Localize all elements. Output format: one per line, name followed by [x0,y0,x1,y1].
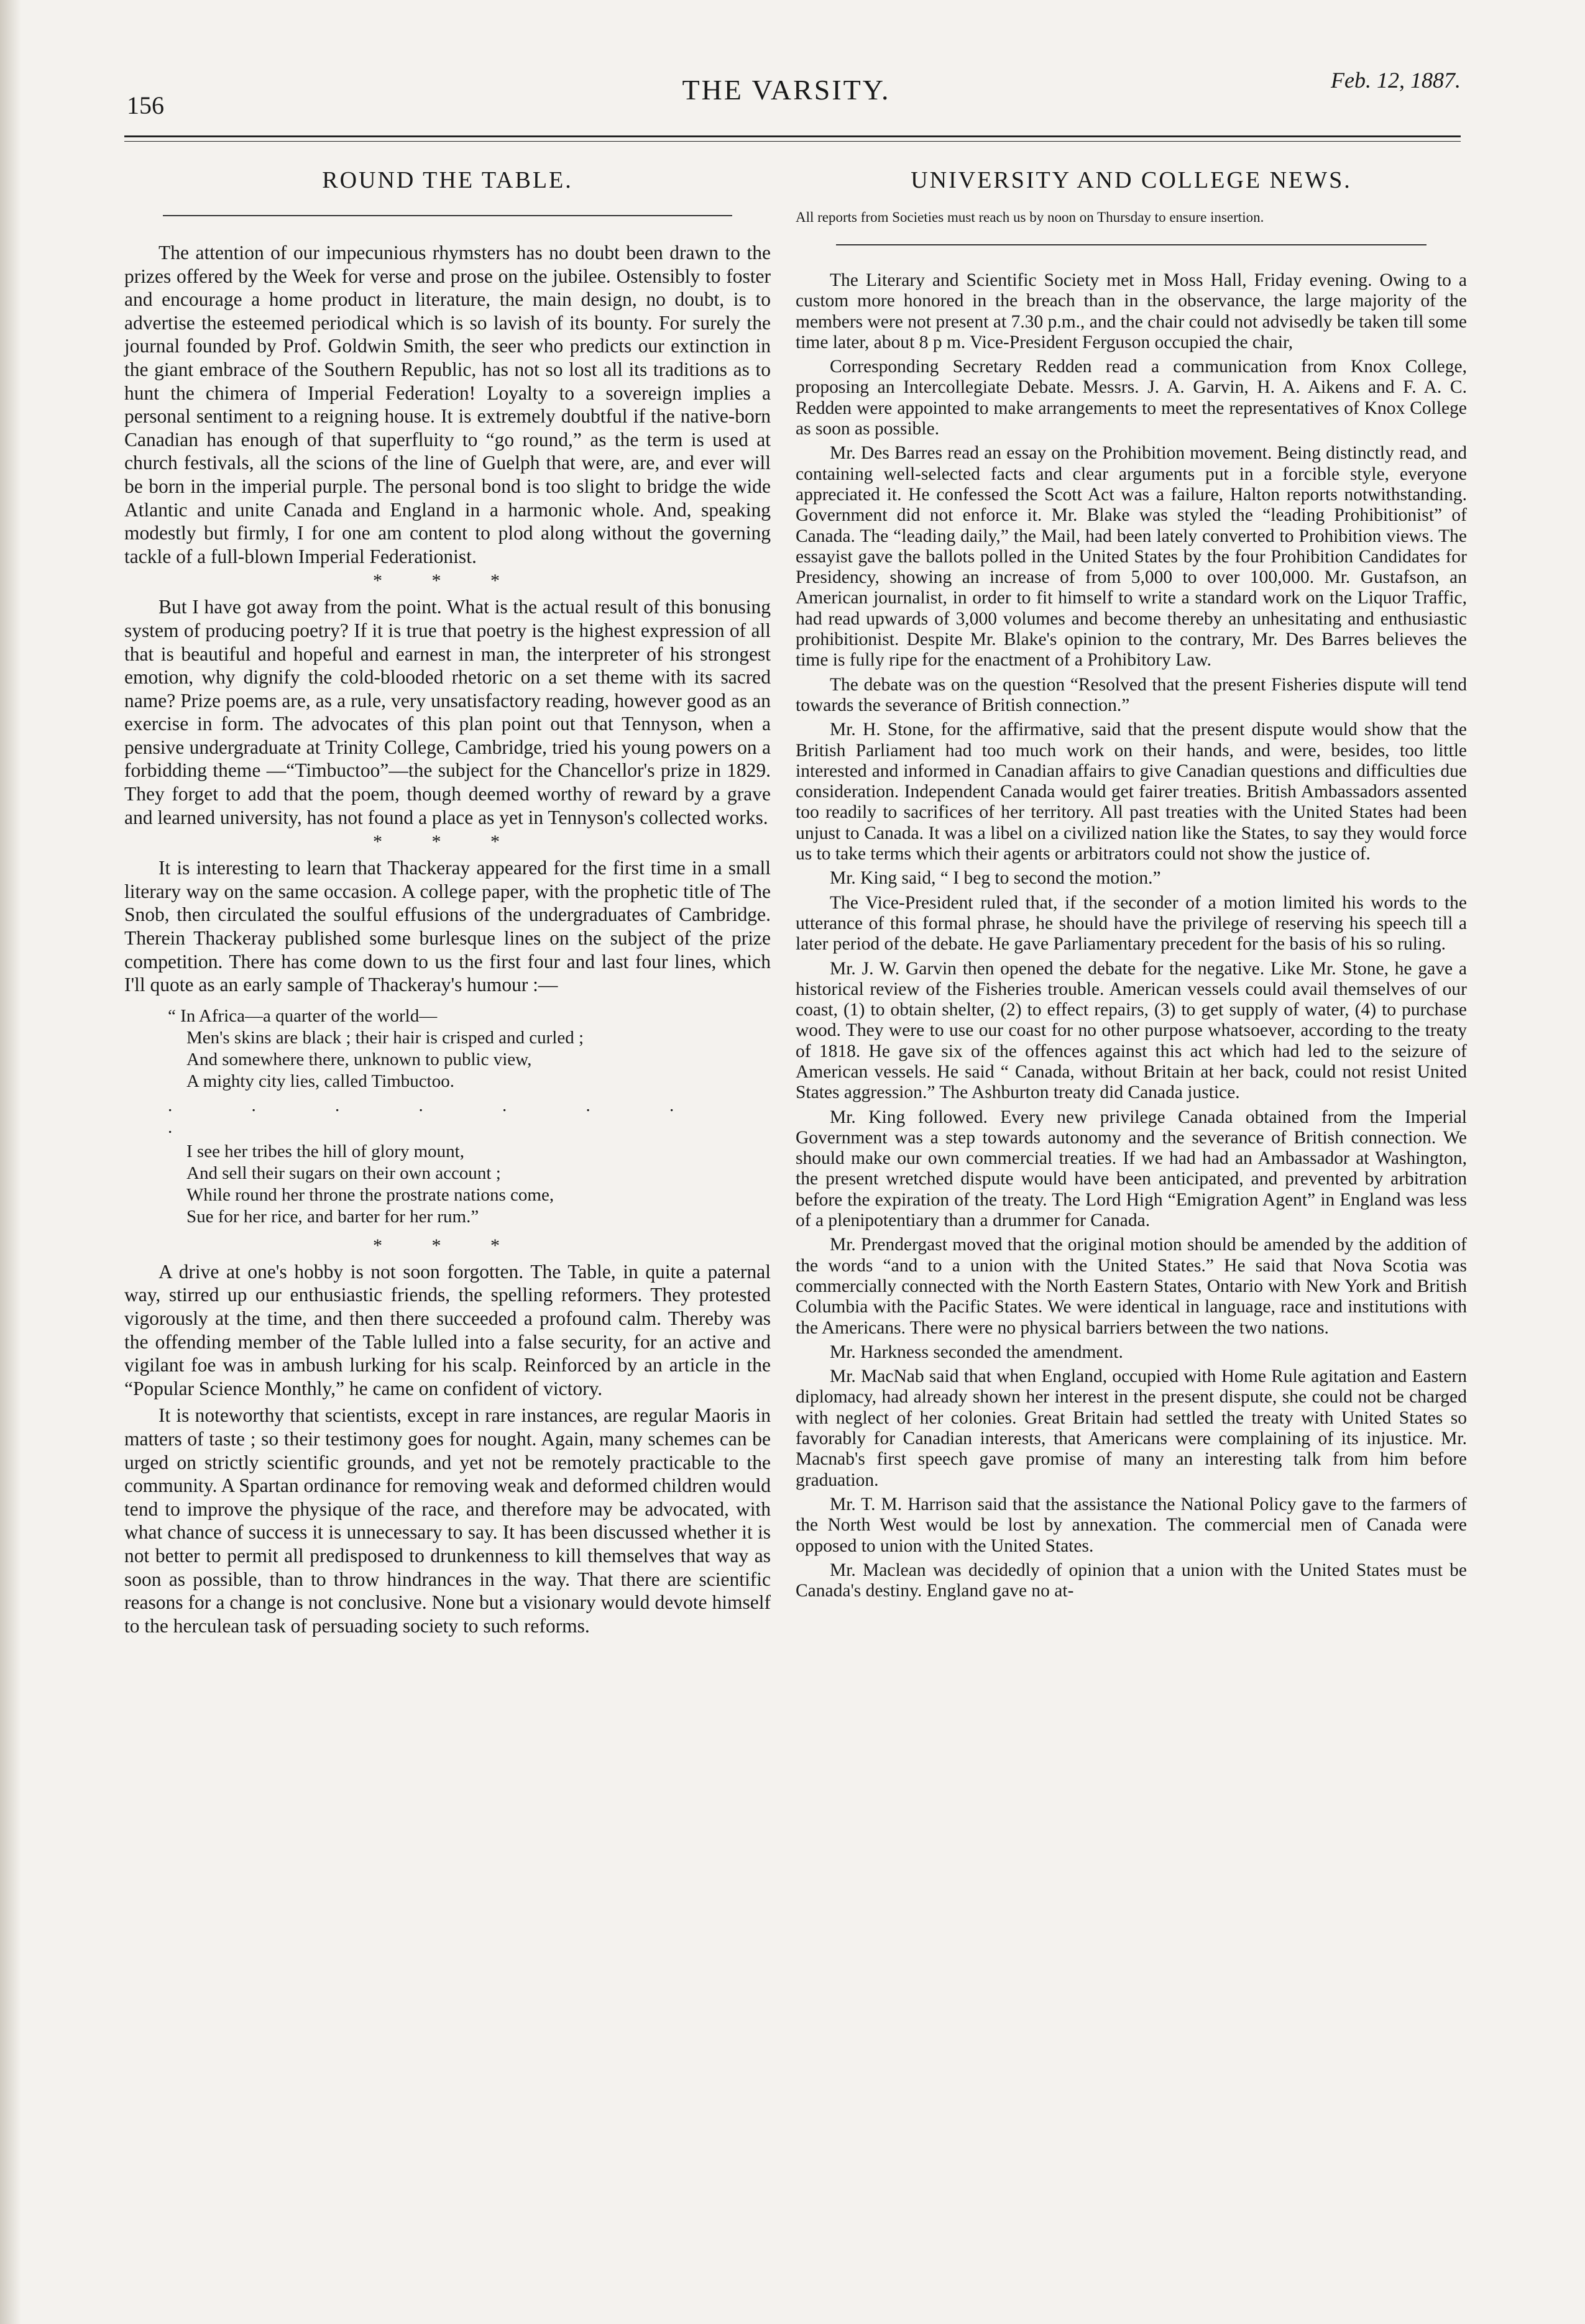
paragraph: Mr. T. M. Harrison said that the assistance the National Policy gave to the farmers of the North West would be lost by annexation. The commercial men of Canada were opposed to union with the United States. [796,1494,1467,1556]
issue-date: Feb. 12, 1887. [1331,68,1461,93]
column-heading: ROUND THE TABLE. [322,167,573,193]
section-stars: * * * [373,570,522,592]
paragraph: Mr. Harkness seconded the amendment. [830,1342,1123,1362]
page-edge-shadow [0,0,21,2324]
page-number: 156 [127,91,164,119]
paragraph: The Vice-President ruled that, if the seconder of a motion limited his words to the utterance of this formal phrase, he should have the privilege of reserving his speech till a later period of the debate. He gave Parliamentary precedent for the basis of his so ruling. [796,892,1467,954]
section-stars: * * * [373,831,522,853]
masthead [112,67,1461,117]
article-body [796,270,1467,1601]
paragraph: The debate was on the question “Resolved that the present Fisheries dispute will tend towards the severance of British connection.” [796,674,1467,715]
paragraph: But I have got away from the point. What is the actual result of this bonusing system of producing poetry? If it is true that poetry is the highest expression of all that is beautiful and hopeful and earnest in man, the interpreter of his strongest emotion, why dignify the cold-blooded rhetoric on a set theme with its sacred name? Prize poems are, as a rule, very unsatisfactory reading, however good as an exercise in form. The advocates of this plan point out that Tennyson, when a pensive undergraduate at Trinity College, Cambridge, tried his young powers on a forbidding theme —“Timbuctoo”—the subject for the Chancellor's prize in 1829. They forget to add that the poem, though deemed worthy of reward by a grave and learned university, has not found a place as yet in Tennyson's collected works. [124,596,771,828]
paragraph: Mr. King said, “ I beg to second the motion.” [830,868,1161,889]
submission-notice: All reports from Societies must reach us by noon on Thursday to ensure insertion. [796,209,1264,225]
heading-rule [836,244,1426,245]
paragraph: Mr. Prendergast moved that the original motion should be amended by the addition of the words “and to a union with the United States.” He said that Nova Scotia was commercially connected with the North Eastern States, Ontario with New York and British Columbia with the Pacific States. We were identical in language, race and institutions with the Americans. There were no physical barriers between the two nations. [796,1235,1467,1338]
column-heading: UNIVERSITY AND COLLEGE NEWS. [911,167,1352,193]
poem-line: I see her tribes the hill of glory mount, [186,1141,464,1161]
paragraph: Mr. H. Stone, for the affirmative, said that the present dispute would show that the British Parliament had too much work on their hands, and were, besides, too little interested and informed in Canadian affairs to give Canadian questions and difficulties due consideration. Independent Canada would get fairer treaties. British Ambassadors assented too readily to sacrifices of her territory. All past treaties with the United States had been unjust to Canada. It was a libel on a civilized nation like the States, to say they would force us to take terms which their agents or arbitrators could not show the justice of. [796,720,1467,864]
poem-line: Sue for her rice, and barter for her rum.” [186,1206,479,1227]
paragraph: Mr. Maclean was decidedly of opinion that a union with the United States must be Canada's destiny. England gave no at- [796,1560,1467,1601]
paragraph: It is noteworthy that scientists, except in rare instances, are regular Maoris in matters of taste ; so their testimony goes for nought. Again, many schemes can be urged on strictly scientific grounds, and yet not be remotely practicable to the community. A Spartan ordinance for removing weak and deformed children would tend to improve the physique of the race, and therefore may be advocated, with what chance of success it is unnecessary to say. It has been discussed whether it is not better to permit all predisposed to drunkenness to kill themselves that way as soon as possible, than to throw hindrances in the way. That there are scientific reasons for a change is not conclusive. None but a visionary would devote himself to the herculean task of persuading society to such reforms. [124,1404,771,1637]
paragraph: The attention of our impecunious rhymsters has no doubt been drawn to the prizes offered by the Week for verse and prose on the jubilee. Ostensibly to foster and encourage a home product in literature, the main design, no doubt, is to advertise the esteemed periodical which is so lavish of its bounty. For surely the journal founded by Prof. Goldwin Smith, the seer who predicts our extinction in the giant embrace of the Southern Republic, has not so lost all its traditions as to hunt the chimera of Imperial Federation! Loyalty to a sovereign implies a personal sentiment to a reigning house. It is extremely doubtful if the native-born Canadian has enough of that superfluity to “go round,” as the term is used at church festivals, all the scions of the line of Guelph that were, are, and ever will be born in the imperial purple. The personal bond is too slight to bridge the wide Atlantic and unite Canada and England in a harmonic whole. And, speaking modestly but firmly, I for one am content to plod along without the governing tackle of a full-blown Imperial Federationist. [124,242,771,567]
poem-ellipsis: . . . . . . . . [168,1095,712,1137]
poem-line: And sell their sugars on their own account ; [186,1163,501,1183]
poem-line: And somewhere there, unknown to public view, [186,1049,532,1069]
poem-line: A mighty city lies, called Timbuctoo. [186,1071,454,1091]
paragraph: The Literary and Scientific Society met in Moss Hall, Friday evening. Owing to a custom more honored in the breach than in the observance, the large majority of the members were not present at 7.30 p.m., and the chair could not advisedly be taken till some time later, about 8 p m. Vice-President Ferguson occupied the chair, [796,270,1467,352]
paragraph: It is interesting to learn that Thackeray appeared for the first time in a small literary way on the same occasion. A college paper, with the prophetic title of The Snob, then circulated the soulful effusions of the undergraduates of Cambridge. Therein Thackeray published some burlesque lines on the subject of the prize competition. There has come down to us the first four and last four lines, which I'll quote as an early sample of Thackeray's humour :— [124,857,771,996]
paragraph: Mr. Des Barres read an essay on the Prohibition movement. Being distinctly read, and containing well-selected facts and clear arguments put in a forcible style, everyone appreciated it. He confessed the Scott Act was a failure, Halton reports notwithstanding. Government did not enforce it. Mr. Blake was styled the “leading Prohibitionist” of Canada. The “leading daily,” the Mail, had been lately converted to Prohibition views. The essayist gave the ballots polled in the United States by the four Prohibition Candidates for Presidency, showing an increase of from 5,000 to over 100,000. Mr. Gustafson, an American journalist, in order to fit himself to write a standard work on the Liquor Traffic, had read upwards of 3,000 volumes and become thereby an unhesitating and enthusiastic prohibitionist. Despite Mr. Blake's opinion to the contrary, Mr. Des Barres believes the time is fully ripe for the enactment of a Prohibitory Law. [796,443,1467,670]
poem-quote [168,1005,771,1228]
paragraph: A drive at one's hobby is not soon forgotten. The Table, in quite a paternal way, stirred up our enthusiastic friends, the spelling reformers. They protested vigorously at the time, and then there succeeded a profound calm. Thereby was the offending member of the Table lulled into a false security, for an active and vigilant foe was in ambush lurking for his scalp. Reinforced by an article in the “Popular Science Monthly,” he came on confident of victory. [124,1260,771,1399]
paragraph: Corresponding Secretary Redden read a communication from Knox College, proposing an Intercollegiate Debate. Messrs. J. A. Garvin, H. A. Aikens and F. A. C. Redden were appointed to make arrangements to meet the representatives of Knox College as soon as possible. [796,357,1467,439]
paragraph: Mr. King followed. Every new privilege Canada obtained from the Imperial Government was a step towards autonomy and the severance of British connection. We should make our own commercial treaties. If we had had an Ambassador at Washington, the present wretched dispute would have been anticipated, and prevented by arbitration before the expiration of the treaty. The Lord High “Emigration Agent” in England was less of a plenipotentiary than a drummer for Canada. [796,1107,1467,1231]
column-round-the-table [124,155,771,1641]
section-stars: * * * [373,1235,522,1256]
column-college-news [796,155,1467,1605]
article-body [124,241,771,1637]
paragraph: Mr. MacNab said that when England, occupied with Home Rule agitation and Eastern diplomacy, had already shown her interest in the present dispute, she could not be charged with neglect of her colonies. Great Britain had settled the treaty with United States so favorably for Canadian interests, that Americans were complaining of its injustice. Mr. Macnab's first speech gave promise of many an interesting talk from him before graduation. [796,1366,1467,1490]
masthead-rule [124,135,1461,142]
publication-title: THE VARSITY. [682,74,891,106]
heading-rule [163,215,732,216]
poem-line: “ In Africa—a quarter of the world— [168,1005,438,1026]
poem-line: Men's skins are black ; their hair is crisped and curled ; [186,1027,584,1048]
poem-line: While round her throne the prostrate nations come, [186,1184,554,1205]
paragraph: Mr. J. W. Garvin then opened the debate for the negative. Like Mr. Stone, he gave a historical review of the Fisheries trouble. American vessels could avail themselves of our coast, (1) to obtain shelter, (2) to effect repairs, (3) to get supply of water, (4) to purchase wood. They were to use our coast for no other purpose whatsoever, according to the treaty of 1818. He gave six of the offences against this act which had led to the seizure of American vessels. He said “ Canada, without Britain at her back, could not resist United States aggression.” The Ashburton treaty did Canada justice. [796,958,1467,1103]
